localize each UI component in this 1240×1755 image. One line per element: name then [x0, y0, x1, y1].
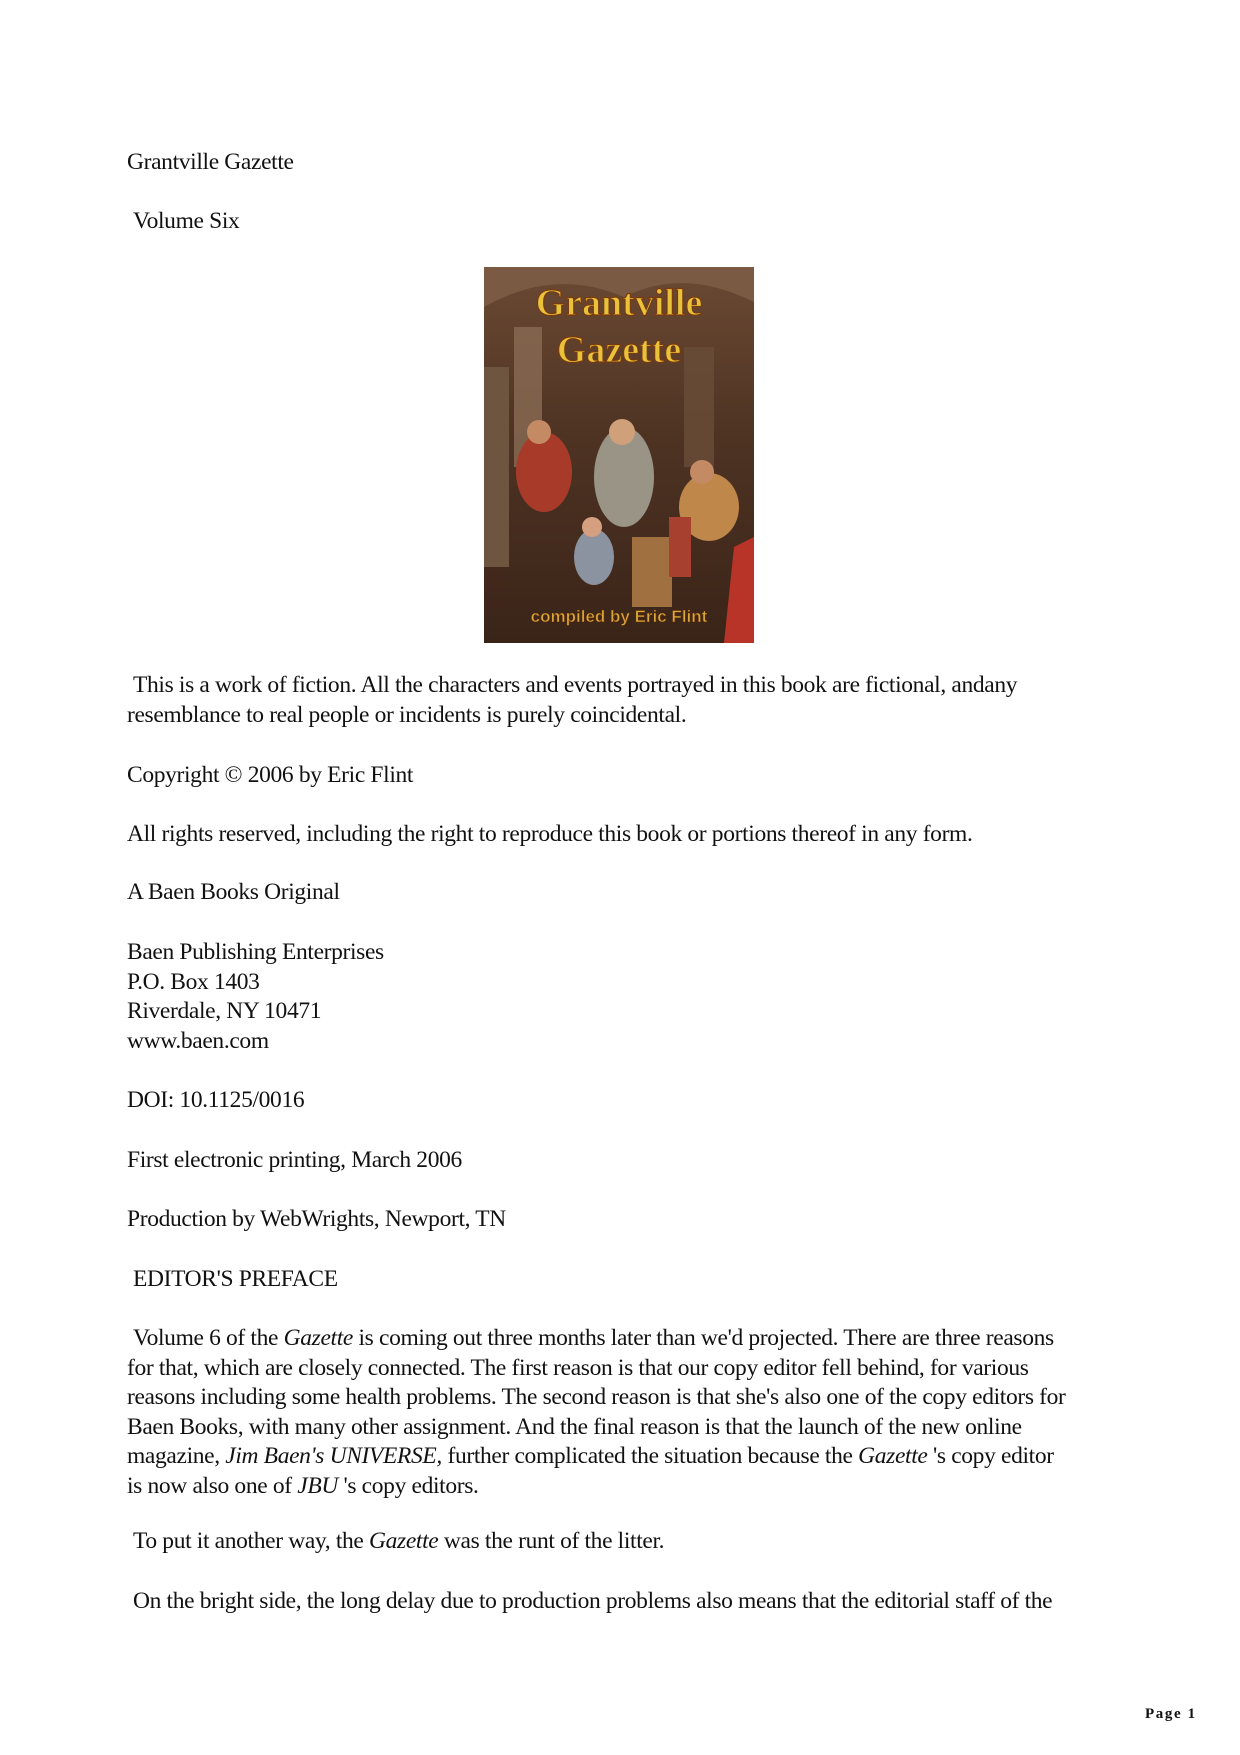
- cover-title-line2: Gazette: [556, 329, 682, 371]
- production-credit: Production by WebWrights, Newport, TN: [127, 1206, 506, 1232]
- disclaimer-line: This is a work of fiction. All the characters and events portrayed in this book are fictional, andany: [133, 672, 1018, 698]
- cover-credit: compiled by Eric Flint: [530, 607, 708, 626]
- paragraph-line: [127, 1324, 1107, 1354]
- publisher-city: Riverdale, NY 10471: [127, 998, 322, 1025]
- text-run: further complicated the situation because the: [441, 1443, 859, 1470]
- italic-title: JBU: [297, 1472, 338, 1499]
- publisher-address: [127, 938, 1107, 1056]
- paragraph-line: reasons including some health problems. The second reason is that she's also one of the copy editors for: [127, 1384, 1066, 1411]
- italic-title: Jim Baen's UNIVERSE,: [225, 1443, 442, 1470]
- imprint: A Baen Books Original: [127, 879, 340, 905]
- cover-title-line1: Grantville: [535, 282, 703, 324]
- volume-subtitle: Volume Six: [133, 208, 240, 234]
- text-run: is now also one of: [127, 1472, 298, 1499]
- paragraph-line: [127, 1472, 1107, 1502]
- rights-notice: All rights reserved, including the right to reproduce this book or portions thereof in any form.: [127, 821, 973, 847]
- paragraph-line: [127, 1442, 1107, 1472]
- preface-paragraph-2: [127, 1527, 664, 1557]
- italic-title: Gazette: [369, 1528, 439, 1554]
- paragraph-line: Baen Books, with many other assignment. And the final reason is that the launch of the new online: [127, 1413, 1022, 1440]
- cover-image: [484, 267, 754, 643]
- text-run: 's copy editor: [927, 1443, 1054, 1470]
- publisher-name: Baen Publishing Enterprises: [127, 939, 384, 965]
- publisher-po-box: P.O. Box 1403: [127, 968, 260, 995]
- text-run: 's copy editors.: [337, 1472, 479, 1499]
- text-run: To put it another way, the: [133, 1528, 370, 1554]
- copyright-notice: Copyright © 2006 by Eric Flint: [127, 762, 414, 788]
- text-run: is coming out three months later than we'd projected. There are three reasons: [352, 1325, 1054, 1351]
- italic-title: Gazette: [858, 1443, 928, 1470]
- fiction-disclaimer: [127, 671, 1107, 730]
- publisher-website: www.baen.com: [127, 1027, 269, 1054]
- preface-heading: EDITOR'S PREFACE: [133, 1266, 338, 1292]
- printing-info: First electronic printing, March 2006: [127, 1147, 462, 1173]
- text-run: was the runt of the litter.: [438, 1528, 665, 1554]
- italic-title: Gazette: [283, 1325, 353, 1351]
- preface-paragraph-3: On the bright side, the long delay due to production problems also means that the editorial staff of the: [133, 1588, 1053, 1614]
- book-title: Grantville Gazette: [127, 149, 294, 175]
- doi: DOI: 10.1125/0016: [127, 1087, 305, 1113]
- paragraph-line: for that, which are closely connected. The first reason is that our copy editor fell behind, for various: [127, 1354, 1029, 1381]
- preface-paragraph-1: [127, 1324, 1107, 1502]
- text-run: magazine,: [127, 1443, 226, 1470]
- disclaimer-line: resemblance to real people or incidents is purely coincidental.: [127, 701, 687, 728]
- text-run: Volume 6 of the: [133, 1325, 284, 1351]
- page-number: Page 1: [1145, 1706, 1197, 1722]
